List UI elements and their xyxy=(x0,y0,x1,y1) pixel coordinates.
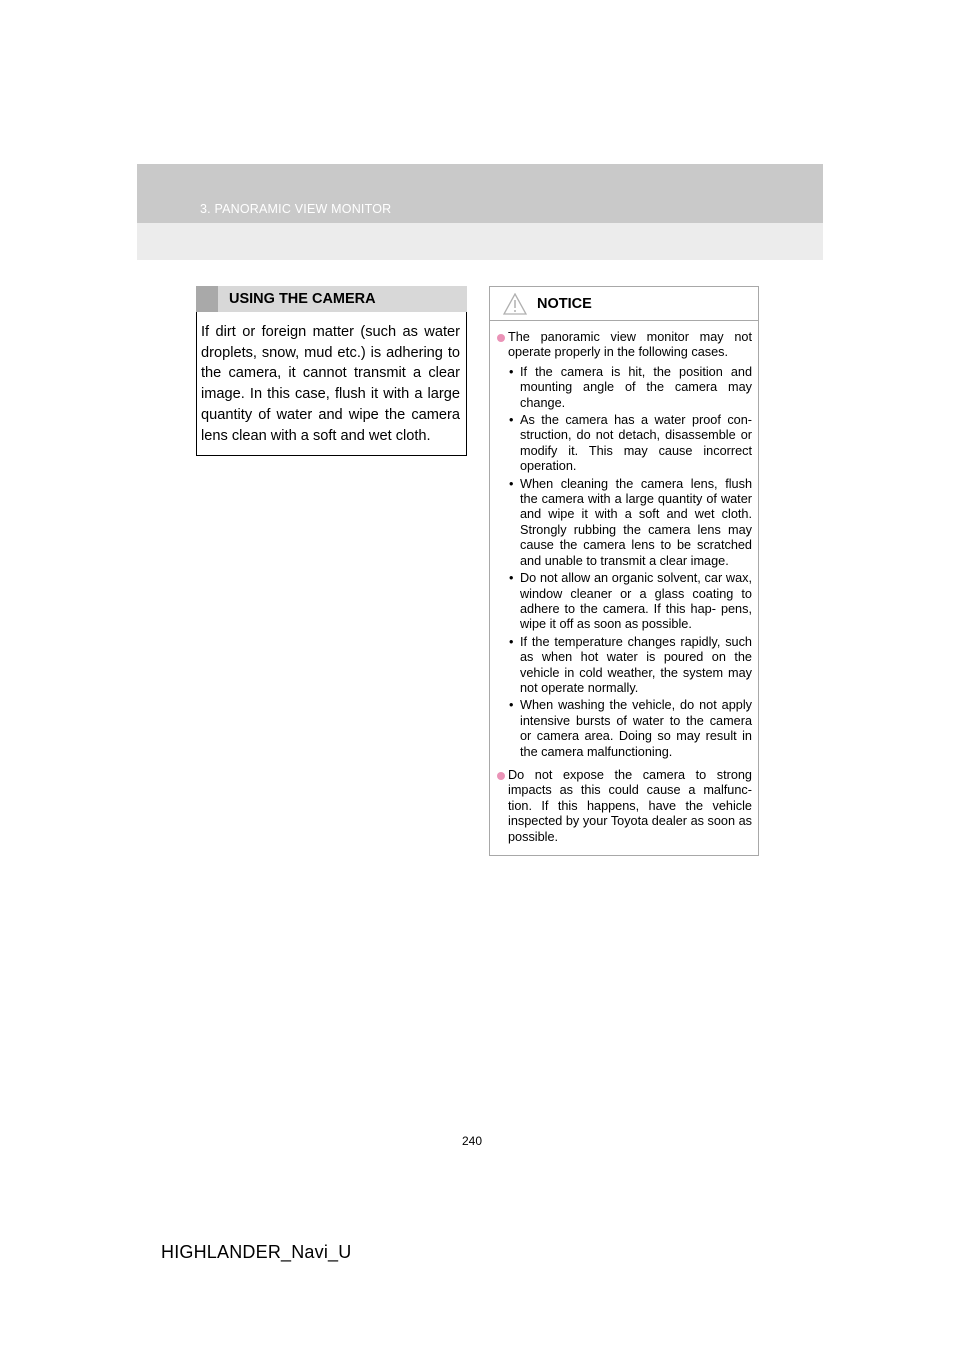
using-camera-card xyxy=(196,286,467,456)
notice-bullet-text: The panoramic view monitor may not operate properly in the following cases. xyxy=(508,330,752,360)
notice-heading xyxy=(490,287,758,321)
warning-triangle-icon xyxy=(503,293,527,315)
notice-sub-text: As the camera has a water proof con- struction, do not detach, disassemble or modify it. This may cause incorrect operation. xyxy=(520,413,752,474)
heading-square-icon xyxy=(196,286,218,312)
using-camera-body: If dirt or foreign matter (such as water droplets, snow, mud etc.) is adhering to the camera, it cannot transmit a clear image. In this case, flush it with a large quantity of water and wipe the camera lens clean with a soft and wet cloth. xyxy=(196,312,467,456)
sub-bullet-marker: • xyxy=(509,413,514,428)
bullet-dot-icon xyxy=(497,772,505,780)
notice-bullet xyxy=(496,330,752,760)
sub-bullet-marker: • xyxy=(509,698,514,713)
notice-sub-item xyxy=(508,477,752,569)
notice-bullet-text: Do not expose the camera to strong impacts as this could cause a malfunc- tion. If this happens, have the vehicle inspected by your Toyota dealer as soon as possible. xyxy=(508,767,752,844)
notice-sub-item xyxy=(508,413,752,475)
notice-sub-item xyxy=(508,571,752,633)
notice-sub-text: When washing the vehicle, do not apply intensive bursts of water to the camera or camera area. Doing so may result in the camera malfunctioning. xyxy=(520,698,752,759)
notice-sub-text: Do not allow an organic solvent, car wax, window cleaner or a glass coating to adhere to the camera. If this hap- pens, wipe it off as soon as possible. xyxy=(520,571,752,632)
notice-sub-text: If the camera is hit, the position and mounting angle of the camera may change. xyxy=(520,364,752,410)
bullet-dot-icon xyxy=(497,334,505,342)
sub-bullet-marker: • xyxy=(509,364,514,379)
page-header-top xyxy=(137,164,823,223)
sub-bullet-marker: • xyxy=(509,571,514,586)
notice-sub-item xyxy=(508,365,752,411)
notice-card xyxy=(489,286,759,856)
section-title: 3. PANORAMIC VIEW MONITOR xyxy=(200,202,392,216)
page-number: 240 xyxy=(461,1134,483,1148)
footer-doc-code: HIGHLANDER_Navi_U xyxy=(161,1242,352,1262)
sub-bullet-marker: • xyxy=(509,634,514,649)
notice-body xyxy=(490,321,758,845)
notice-sub-text: When cleaning the camera lens, flush the camera with a large quantity of water and wipe it with a soft and wet cloth. Strongly rubbing the camera lens may cause the camera lens to be scratched and unable to transmit a clear image. xyxy=(520,476,752,568)
notice-sub-item xyxy=(508,635,752,697)
notice-sub-text: If the temperature changes rapidly, such as when hot water is poured on the vehicle in cold weather, the system may not operate normally. xyxy=(520,634,752,695)
notice-bullet xyxy=(496,768,752,845)
sub-bullet-marker: • xyxy=(509,476,514,491)
page-header-band xyxy=(137,164,823,260)
notice-sub-item xyxy=(508,698,752,760)
using-camera-title: USING THE CAMERA xyxy=(229,291,376,307)
using-camera-heading xyxy=(196,286,467,312)
notice-title: NOTICE xyxy=(537,296,592,312)
notice-sub-list xyxy=(508,365,752,760)
